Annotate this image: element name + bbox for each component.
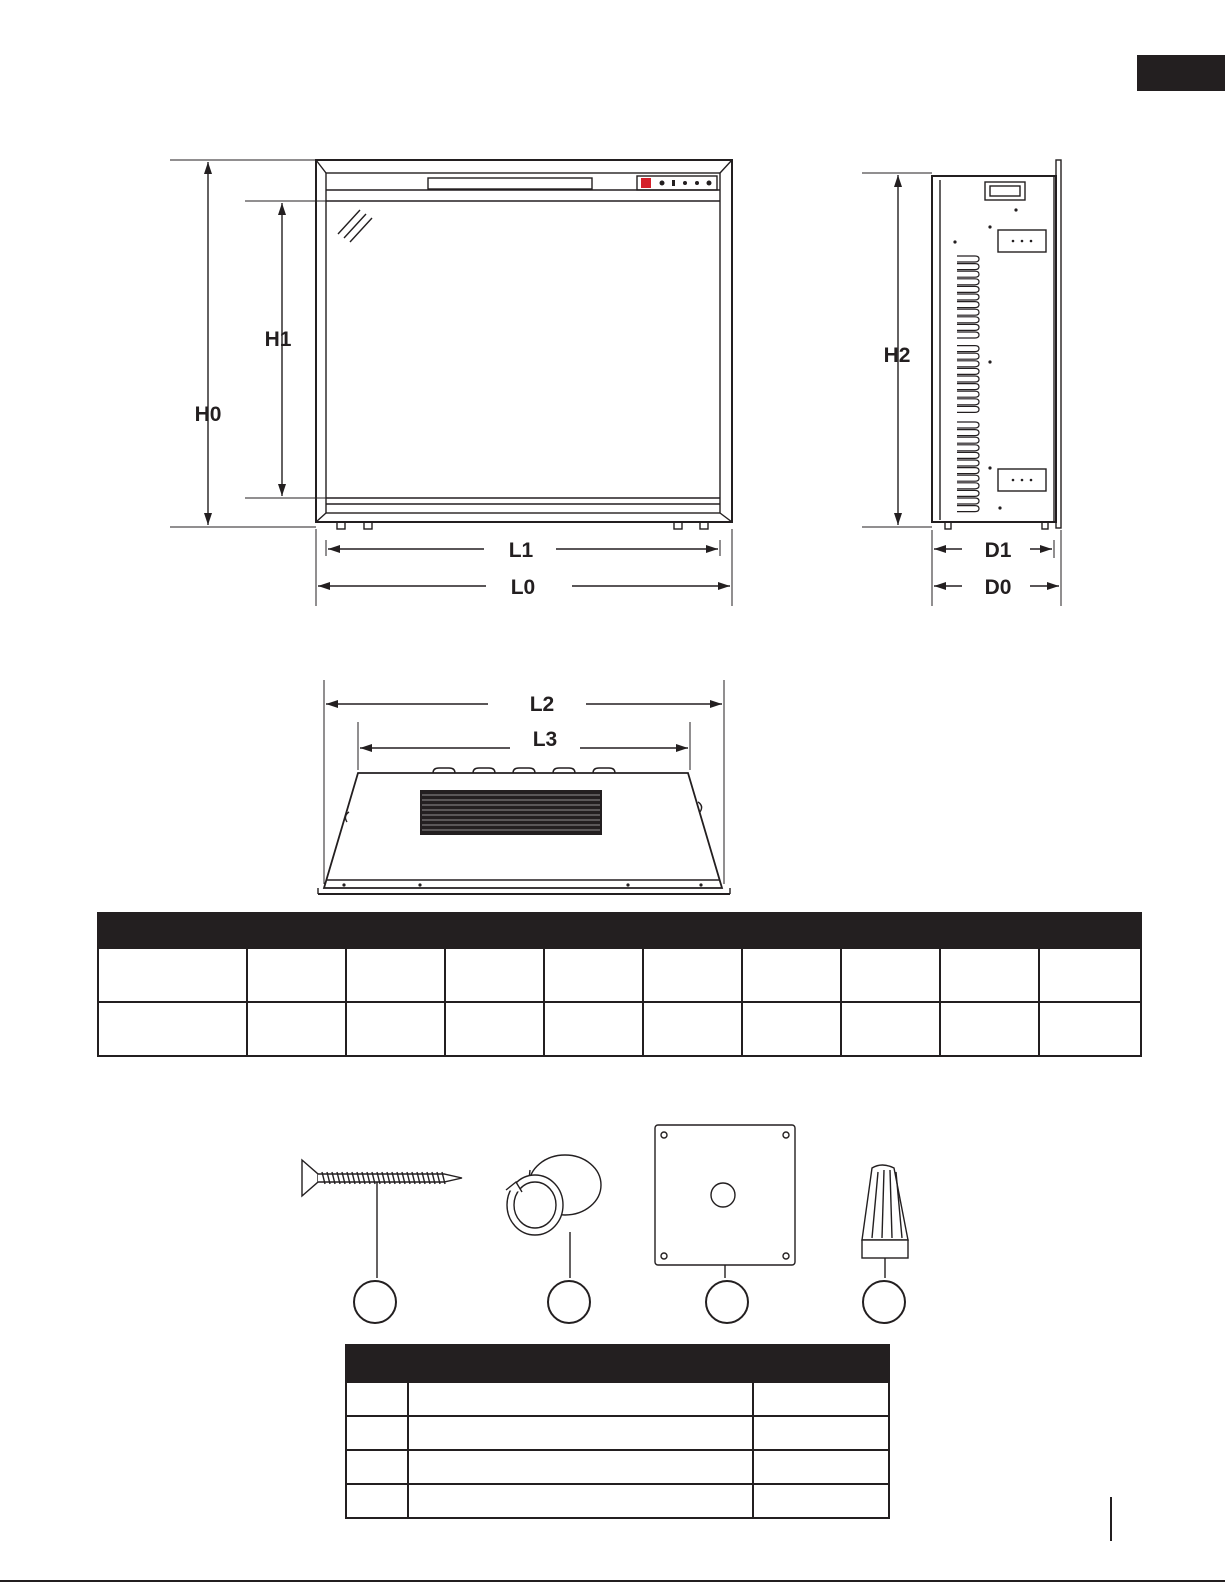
part-callout-3 [705, 1280, 749, 1324]
table-row [346, 1382, 889, 1416]
table-row [346, 1484, 889, 1518]
screw-illustration [302, 1160, 462, 1278]
parts-table-header [346, 1345, 889, 1382]
footer-rule [0, 1580, 1225, 1582]
dim-label-h0: H0 [194, 403, 222, 426]
page-number-rule [1110, 1497, 1112, 1541]
dim-label-d1: D1 [984, 539, 1012, 562]
dim-label-h1: H1 [264, 328, 292, 351]
table-row [346, 1416, 889, 1450]
dim-label-l1: L1 [508, 539, 534, 562]
part-callout-4 [862, 1280, 906, 1324]
part-callout-2 [547, 1280, 591, 1324]
dim-label-l0: L0 [510, 576, 536, 599]
part-callout-1 [353, 1280, 397, 1324]
parts-table [345, 1344, 890, 1519]
table-row [346, 1450, 889, 1484]
plate-illustration [655, 1125, 795, 1278]
dim-label-d0: D0 [984, 576, 1012, 599]
bushing-illustration [506, 1155, 601, 1278]
dim-label-h2: H2 [883, 344, 911, 367]
dim-label-l3: L3 [532, 728, 558, 751]
dim-label-l2: L2 [529, 693, 555, 716]
wire-nut-illustration [862, 1165, 908, 1278]
